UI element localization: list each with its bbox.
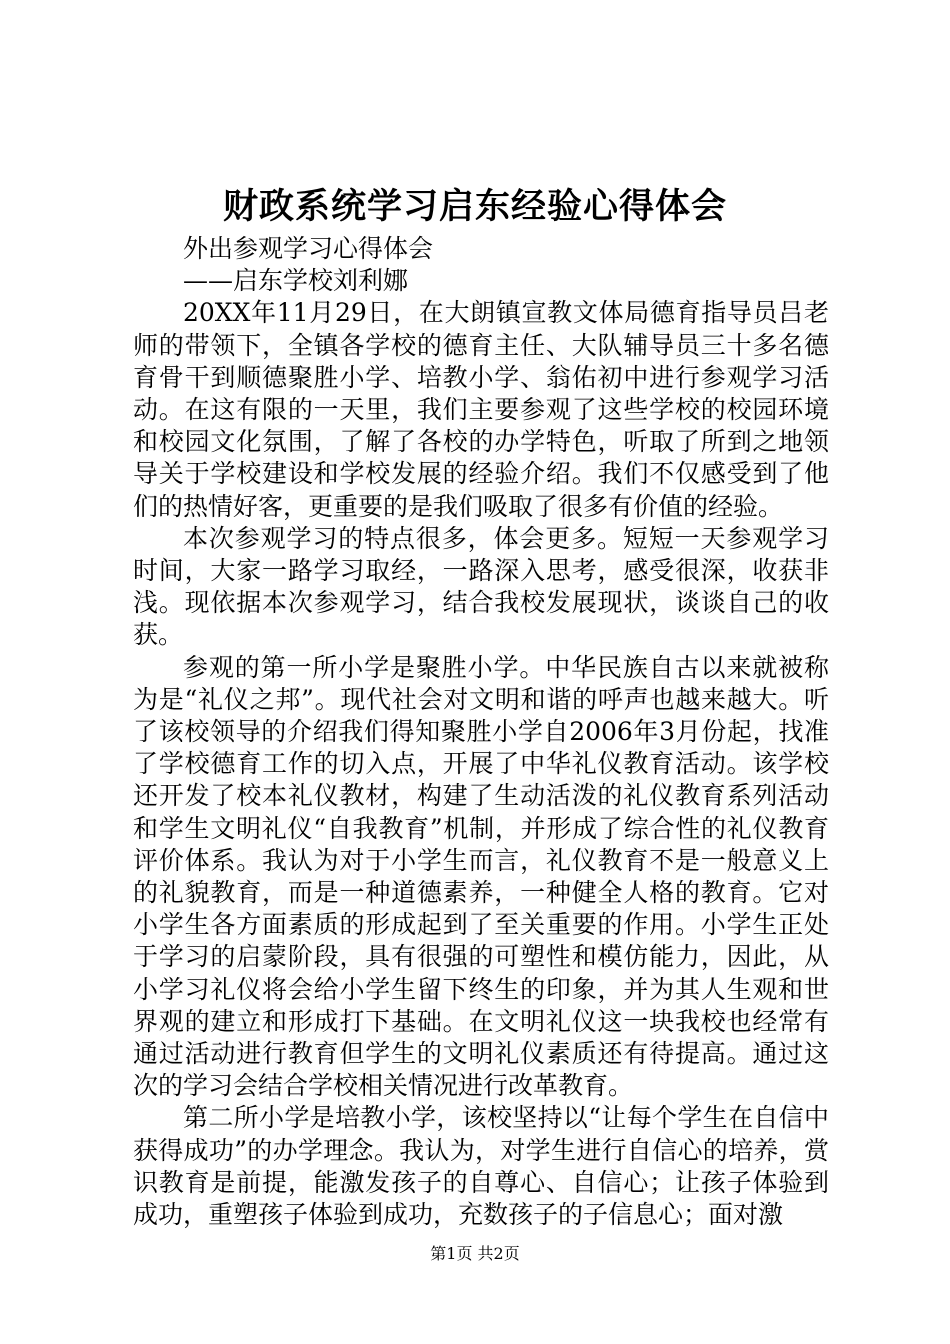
document-subtitle: 外出参观学习心得体会: [183, 234, 434, 263]
paragraph-4: 第二所小学是培教小学，该校坚持以“让每个学生在自信中获得成功”的办学理念。我认为，对学生进行自信心的培养，赏识教育是前提，能激发孩子的自尊心、自信心；让孩子体验到成功，重塑孩子体验到成功，充数孩子的子信息心；面对激: [133, 1103, 829, 1230]
paragraph-1: 20XX年11月29日，在大朗镇宣教文体局德育指导员吕老师的带领下，全镇各学校的德育主任、大队辅导员三十多名德育骨干到顺德聚胜小学、培教小学、翁佑初中进行参观学习活动。在这有限的一天里，我们主要参观了这些学校的校园环境和校园文化氛围，了解了各校的办学特色，听取了所到之地领导关于学校建设和学校发展的经验介绍。我们不仅感受到了他们的热情好客，更重要的是我们吸取了很多有价值的经验。: [133, 298, 829, 521]
document-title: 财政系统学习启东经验心得体会: [222, 186, 727, 227]
document-byline: ——启东学校刘利娜: [183, 266, 409, 296]
paragraph-2: 本次参观学习的特点很多，体会更多。短短一天参观学习时间，大家一路学习取经，一路深入思考，感受很深，收获非浅。现依据本次参观学习，结合我校发展现状，谈谈自己的收获。: [133, 523, 829, 650]
paragraph-3: 参观的第一所小学是聚胜小学。中华民族自古以来就被称为是“礼仪之邦”。现代社会对文明和谐的呼声也越来越大。听了该校领导的介绍我们得知聚胜小学自2006年3月份起，找准了学校德育工作的切入点，开展了中华礼仪教育活动。该学校还开发了校本礼仪教材，构建了生动活泼的礼仪教育系列活动和学生文明礼仪“自我教育”机制，并形成了综合性的礼仪教育评价体系。我认为对于小学生而言，礼仪教育不是一般意义上的礼貌教育，而是一种道德素养，一种健全人格的教育。它对小学生各方面素质的形成起到了至关重要的作用。小学生正处于学习的启蒙阶段，具有很强的可塑性和模仿能力，因此，从小学习礼仪将会给小学生留下终生的印象，并为其人生观和世界观的建立和形成打下基础。在文明礼仪这一块我校也经常有通过活动进行教育但学生的文明礼仪素质还有待提高。通过这次的学习会结合学校相关情况进行改革教育。: [133, 652, 829, 1101]
page-number-footer: 第1页 共2页: [430, 1244, 520, 1263]
document-body: [133, 233, 829, 1231]
